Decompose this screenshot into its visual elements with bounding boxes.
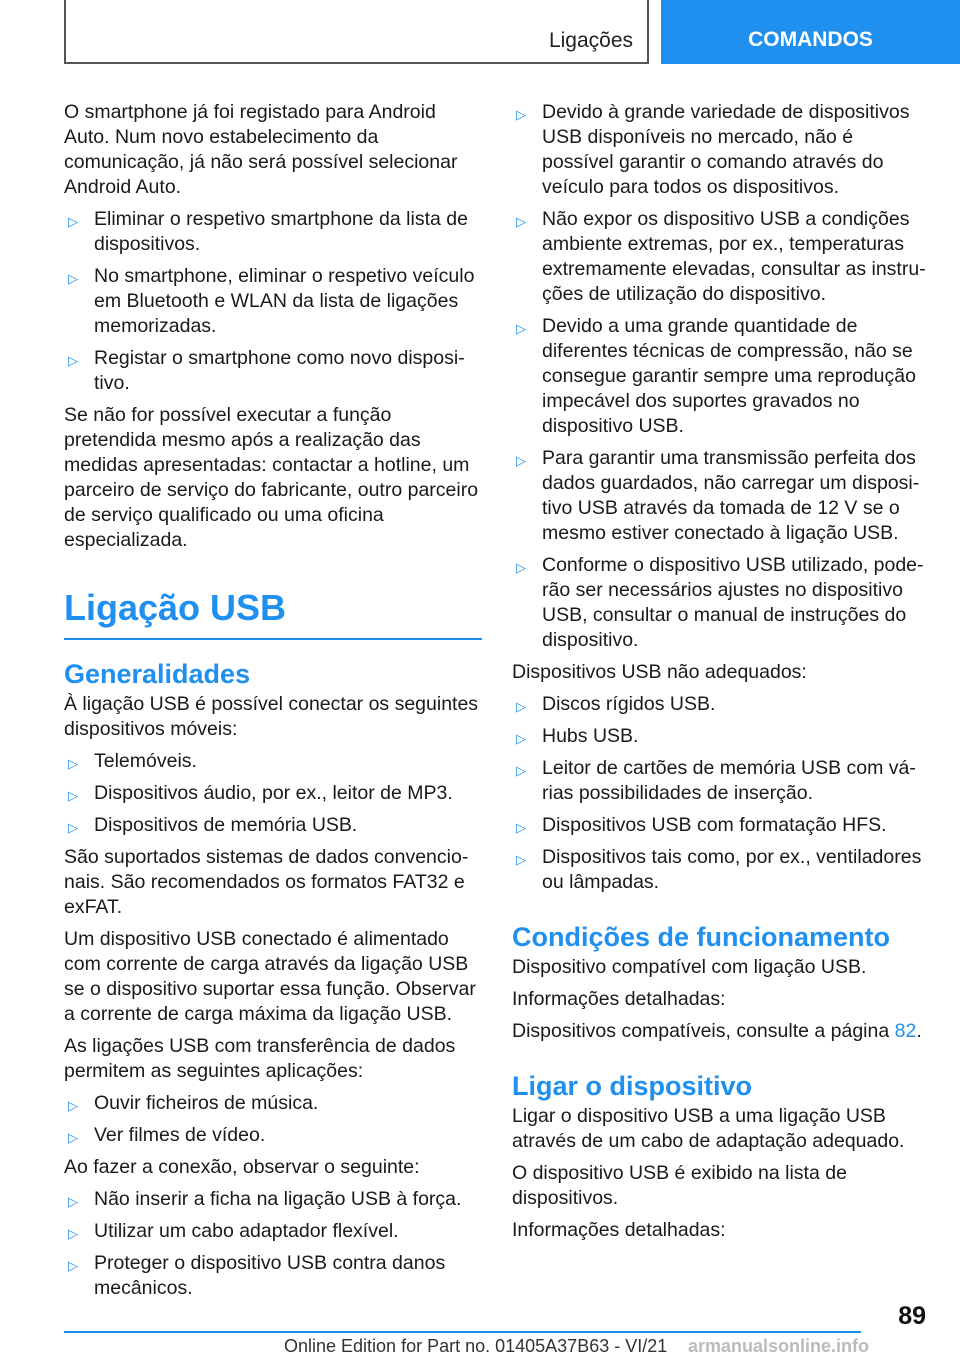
- triangle-bullet-icon: ▷: [68, 1098, 78, 1113]
- list-item: [64, 1187, 482, 1212]
- connect-intro: Ao fazer a conexão, observar o seguinte:: [64, 1156, 420, 1178]
- connect-device-heading: Ligar o dispositivo: [512, 1071, 753, 1101]
- conditions-heading: Condições de funcionamento: [512, 922, 891, 952]
- power-paragraph: Um dispositivo USB conectado é alimentado com corrente de carga através da ligação USB se o dispositivo suportar essa função. Observar a corrente de carga máxima da ligação USB.: [64, 928, 476, 1025]
- compatible-period: .: [916, 1020, 922, 1042]
- list-item-text: Devido a uma grande quantidade de diferentes técnicas de compressão, não se consegue garantir sempre uma reprodução impecável dos suportes gravados no dispositivo USB.: [542, 315, 916, 437]
- intro-steps-list: [64, 207, 482, 396]
- list-item: [64, 264, 482, 339]
- conditions-paragraph: Dispositivo compatível com ligação USB.: [512, 956, 867, 978]
- compatible-text: Dispositivos compatíveis, consulte a página: [512, 1020, 890, 1042]
- unsuitable-list: [512, 692, 927, 895]
- compatible-paragraph: [512, 1019, 927, 1044]
- list-item-text: Discos rígidos USB.: [542, 693, 716, 715]
- list-item: [64, 781, 482, 806]
- list-item: [512, 446, 927, 546]
- list-item: [64, 813, 482, 838]
- section-title: Ligação USB: [64, 588, 482, 640]
- triangle-bullet-icon: ▷: [516, 321, 526, 336]
- triangle-bullet-icon: ▷: [516, 852, 526, 867]
- list-item: [512, 724, 927, 749]
- triangle-bullet-icon: ▷: [516, 731, 526, 746]
- triangle-bullet-icon: ▷: [68, 271, 78, 286]
- details-label: Informações detalhadas:: [512, 1219, 726, 1241]
- list-item-text: Dispositivos tais como, por ex., ventiladores ou lâmpadas.: [542, 846, 922, 893]
- list-item: [512, 756, 927, 806]
- apps-list: [64, 1091, 482, 1148]
- list-item-text: Eliminar o respetivo smartphone da lista de dispositivos.: [94, 208, 468, 255]
- header-section-title: Ligações: [548, 29, 633, 52]
- notes-list: [512, 100, 927, 653]
- header-chapter-tab: [661, 0, 960, 64]
- list-item-text: Hubs USB.: [542, 725, 639, 747]
- list-item-text: Dispositivos USB com formatação HFS.: [542, 814, 887, 836]
- list-item-text: Dispositivos áudio, por ex., leitor de MP3.: [94, 782, 453, 804]
- triangle-bullet-icon: ▷: [516, 699, 526, 714]
- triangle-bullet-icon: ▷: [68, 1258, 78, 1273]
- list-item-text: Conforme o dispositivo USB utilizado, poderão ser necessários ajustes no dispositivo USB, consultar o manual de instruções do dispositivo.: [542, 554, 924, 651]
- left-column: [64, 100, 482, 1308]
- list-item-text: Devido à grande variedade de dispositivos USB disponíveis no mercado, não é possível garantir o comando através do veículo para todos os dispositivos.: [542, 101, 910, 198]
- triangle-bullet-icon: ▷: [516, 453, 526, 468]
- list-item: [512, 553, 927, 653]
- triangle-bullet-icon: ▷: [68, 1226, 78, 1241]
- list-item-text: Ouvir ficheiros de música.: [94, 1092, 319, 1114]
- support-paragraph: Se não for possível executar a função pretendida mesmo após a realização das medidas apresentadas: contactar a hotline, um parceiro de serviço do fabricante, outro parceiro de serviço qualificado ou uma oficina especializada.: [64, 404, 479, 551]
- list-item: [512, 100, 927, 200]
- triangle-bullet-icon: ▷: [516, 820, 526, 835]
- devices-list: [64, 749, 482, 838]
- general-intro: À ligação USB é possível conectar os seguintes dispositivos móveis:: [64, 693, 479, 740]
- triangle-bullet-icon: ▷: [68, 756, 78, 771]
- watermark: armanualsonline.info: [688, 1336, 870, 1356]
- triangle-bullet-icon: ▷: [68, 1194, 78, 1209]
- list-item-text: No smartphone, eliminar o respetivo veículo em Bluetooth e WLAN da lista de ligações memorizadas.: [94, 265, 475, 337]
- list-item: [512, 207, 927, 307]
- unsuitable-intro: Dispositivos USB não adequados:: [512, 661, 807, 683]
- triangle-bullet-icon: ▷: [68, 820, 78, 835]
- right-column: [512, 100, 927, 1250]
- header-chapter-label: COMANDOS: [748, 28, 873, 51]
- triangle-bullet-icon: ▷: [516, 107, 526, 122]
- footer-edition: Online Edition for Part no. 01405A37B63 - VI/21: [284, 1336, 668, 1356]
- list-item-text: Utilizar um cabo adaptador flexível.: [94, 1220, 399, 1242]
- list-item-text: Ver filmes de vídeo.: [94, 1124, 266, 1146]
- triangle-bullet-icon: ▷: [68, 788, 78, 803]
- page-number: 89: [898, 1302, 926, 1330]
- list-item-text: Registar o smartphone como novo dispositivo.: [94, 347, 465, 394]
- list-item: [512, 314, 927, 439]
- triangle-bullet-icon: ▷: [516, 763, 526, 778]
- connect-device-paragraph: Ligar o dispositivo USB a uma ligação USB através de um cabo de adaptação adequado.: [512, 1105, 905, 1152]
- list-item: [64, 1123, 482, 1148]
- triangle-bullet-icon: ▷: [516, 214, 526, 229]
- list-item: [64, 1091, 482, 1116]
- list-item: [512, 692, 927, 717]
- list-item-text: Telemóveis.: [94, 750, 197, 772]
- list-item: [64, 346, 482, 396]
- general-heading: Generalidades: [64, 659, 251, 689]
- page-reference-link[interactable]: 82: [894, 1020, 917, 1042]
- list-item-text: Não inserir a ficha na ligação USB à força.: [94, 1188, 462, 1210]
- list-item: [512, 845, 927, 895]
- intro-paragraph: O smartphone já foi registado para Android Auto. Num novo estabelecimento da comunicação, já não será possível selecionar Android Auto.: [64, 101, 458, 198]
- triangle-bullet-icon: ▷: [68, 214, 78, 229]
- footer-divider: [64, 1331, 861, 1333]
- triangle-bullet-icon: ▷: [68, 1130, 78, 1145]
- list-item: [64, 1219, 482, 1244]
- list-item-text: Dispositivos de memória USB.: [94, 814, 358, 836]
- list-item: [64, 207, 482, 257]
- list-item-text: Não expor os dispositivo USB a condições ambiente extremas, por ex., temperaturas extremamente elevadas, consultar as instruções de utilização do dispositivo.: [542, 208, 926, 305]
- list-item-text: Leitor de cartões de memória USB com várias possibilidades de inserção.: [542, 757, 916, 804]
- list-item: [512, 813, 927, 838]
- list-item: [64, 1251, 482, 1301]
- triangle-bullet-icon: ▷: [68, 353, 78, 368]
- device-list-paragraph: O dispositivo USB é exibido na lista de dispositivos.: [512, 1162, 847, 1209]
- list-item: [64, 749, 482, 774]
- details-label: Informações detalhadas:: [512, 988, 726, 1010]
- apps-intro: As ligações USB com transferência de dados permitem as seguintes aplicações:: [64, 1035, 456, 1082]
- filesystems-paragraph: São suportados sistemas de dados convencionais. São recomendados os formatos FAT32 e exFAT.: [64, 846, 469, 918]
- list-item-text: Para garantir uma transmissão perfeita dos dados guardados, não carregar um dispositivo USB através da tomada de 12 V se o mesmo estiver conectado à ligação USB.: [542, 447, 920, 544]
- connect-rules-list: [64, 1187, 482, 1301]
- triangle-bullet-icon: ▷: [516, 560, 526, 575]
- header-section-box: [64, 0, 649, 64]
- list-item-text: Proteger o dispositivo USB contra danos mecânicos.: [94, 1252, 446, 1299]
